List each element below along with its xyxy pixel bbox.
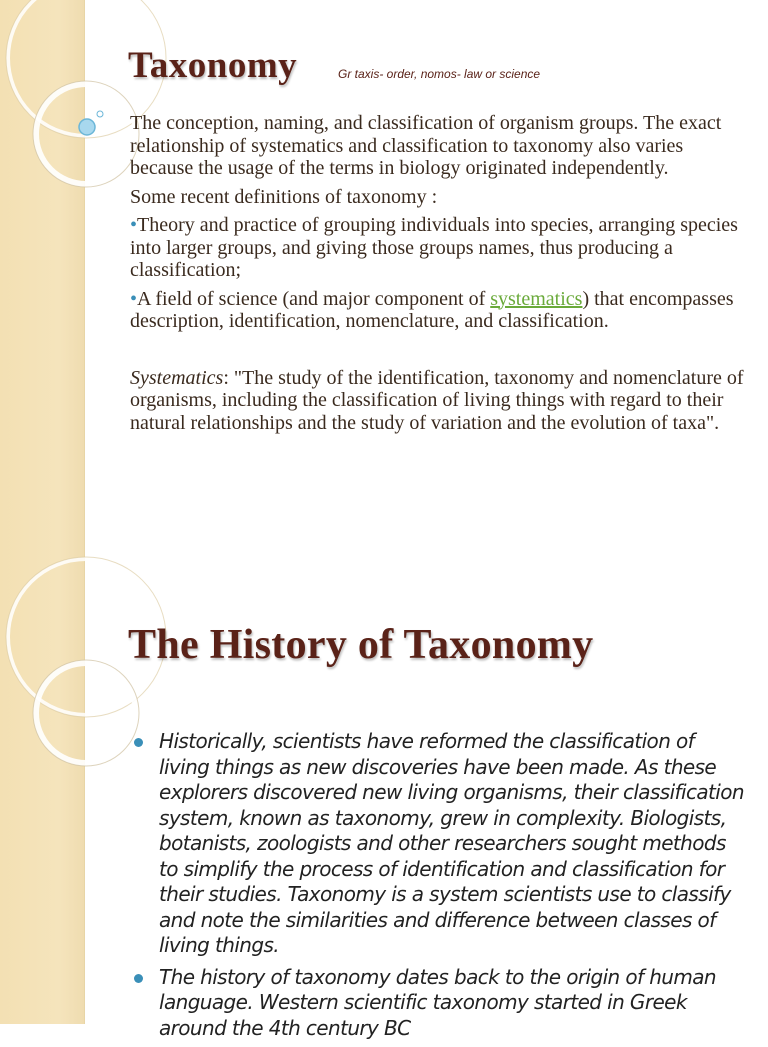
definition-text: Theory and practice of grouping individuals into species, arranging species into larger groups, and giving those groups names, thus producing a classification; — [130, 214, 738, 281]
systematics-term: Systematics — [130, 366, 224, 389]
list-item — [134, 729, 744, 959]
page-title: Taxonomy — [128, 45, 298, 86]
list-item — [134, 965, 744, 1042]
list-item-text: Historically, scientists have reformed the classification of living things as new discoveries have been made. As these explorers discovered new living organisms, their classification system, known as taxonomy, grew in complexity. Biologists, botanists, zoologists and other researchers sought methods to simplify the process of identification and classification for their studies. Taxonomy is a system scientists use to classify and note the similarities and difference between classes of living things. — [159, 729, 744, 957]
intro-paragraph: The conception, naming, and classification of organism groups. The exact relationship of systematics and classification to taxonomy also varies because the usage of the terms in biology originated independently. — [130, 112, 722, 179]
small-bubble-icon — [97, 111, 103, 117]
etymology-subtitle: Gr taxis- order, nomos- law or science — [338, 67, 541, 81]
decorative-rings — [0, 0, 140, 200]
systematics-paragraph — [130, 367, 745, 435]
bullet-icon: • — [130, 214, 138, 236]
definition-text: ) that encompasses description, identification, nomenclature, and classification. — [130, 287, 734, 332]
definition-item — [130, 214, 745, 282]
slide-body — [130, 112, 745, 440]
systematics-definition: : "The study of the identification, taxonomy and nomenclature of organisms, including the classification of living things with regard to their natural relationships and the study of variation and the evolution of taxa". — [130, 366, 744, 434]
systematics-link[interactable]: systematics — [490, 287, 583, 310]
list-item-text: The history of taxonomy dates back to the origin of human language. Western scientific taxonomy started in Greek around the 4th century BC — [159, 964, 716, 1040]
bullet-dot-icon — [134, 738, 143, 747]
definition-text: A field of science (and major component of — [137, 287, 491, 310]
decorative-rings — [0, 575, 140, 775]
history-bullet-list — [134, 729, 744, 1047]
blue-bubble-icon — [79, 119, 95, 135]
definitions-heading: Some recent definitions of taxonomy : — [130, 185, 438, 208]
slide-history — [0, 575, 768, 1040]
definition-item — [130, 288, 745, 333]
section-title: The History of Taxonomy — [128, 622, 594, 668]
bullet-icon: • — [130, 287, 138, 310]
bullet-dot-icon — [134, 974, 143, 983]
